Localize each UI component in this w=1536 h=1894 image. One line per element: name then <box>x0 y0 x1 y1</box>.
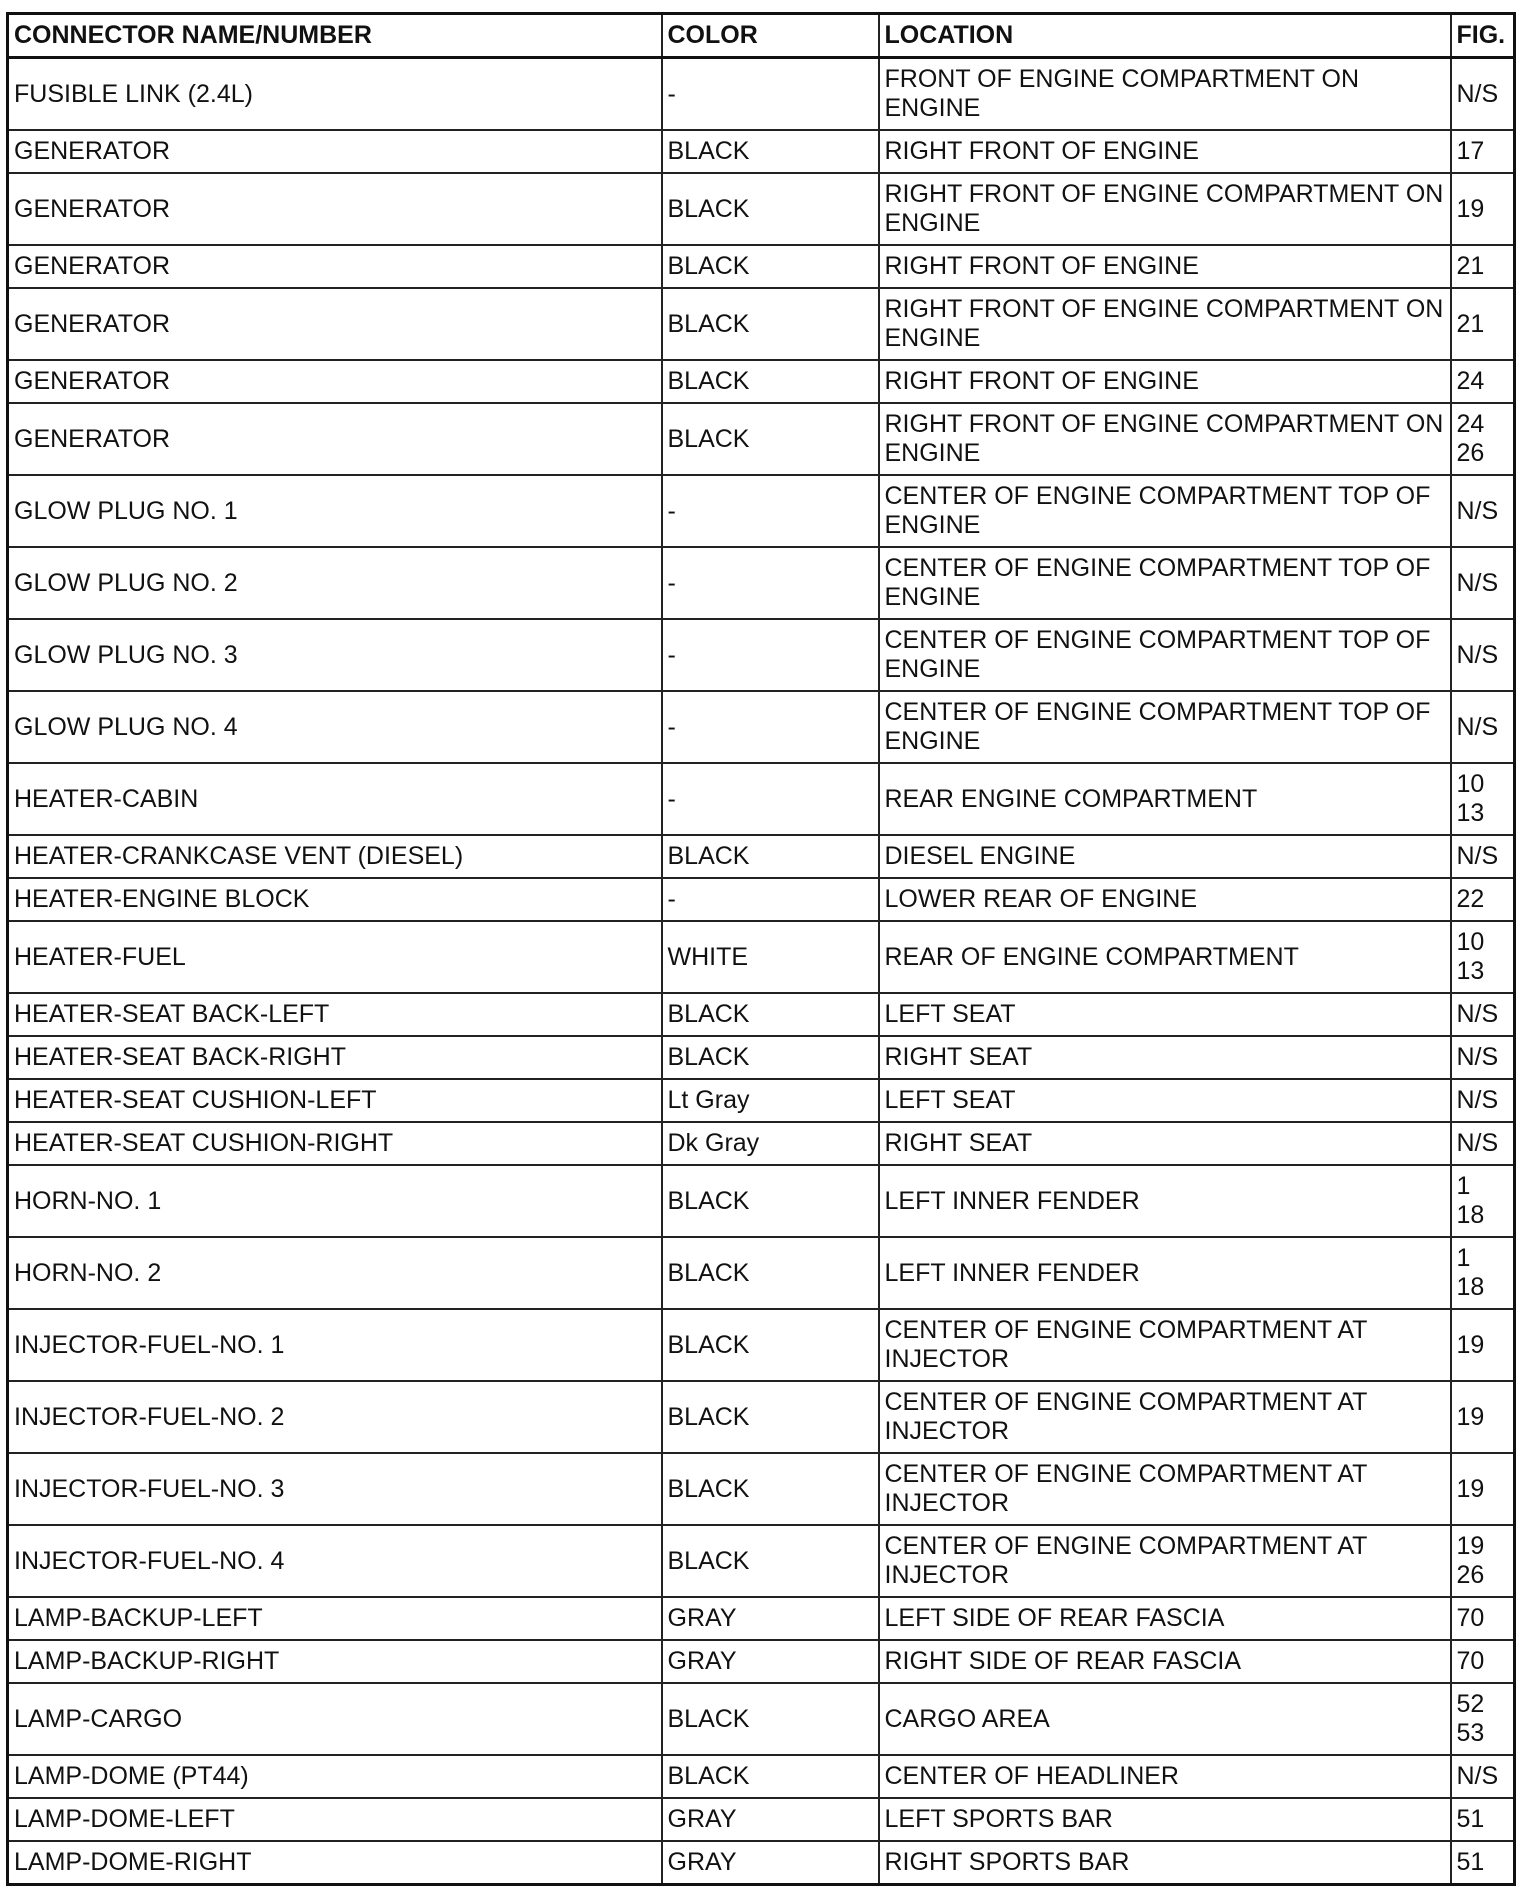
cell-connector-name: LAMP-DOME (PT44) <box>8 1755 662 1798</box>
cell-connector-name: HEATER-SEAT CUSHION-LEFT <box>8 1079 662 1122</box>
cell-connector-name: LAMP-CARGO <box>8 1683 662 1755</box>
cell-fig: 51 <box>1451 1841 1515 1885</box>
cell-location: CENTER OF HEADLINER <box>879 1755 1451 1798</box>
cell-fig: 21 <box>1451 245 1515 288</box>
cell-color: WHITE <box>662 921 879 993</box>
cell-color: GRAY <box>662 1798 879 1841</box>
cell-color: BLACK <box>662 1165 879 1237</box>
cell-fig: 1 18 <box>1451 1237 1515 1309</box>
cell-color: Lt Gray <box>662 1079 879 1122</box>
cell-fig: 70 <box>1451 1597 1515 1640</box>
cell-fig: 10 13 <box>1451 763 1515 835</box>
cell-connector-name: GLOW PLUG NO. 1 <box>8 475 662 547</box>
cell-color: BLACK <box>662 993 879 1036</box>
cell-fig: 51 <box>1451 1798 1515 1841</box>
cell-location: LEFT SPORTS BAR <box>879 1798 1451 1841</box>
table-row <box>8 993 1515 1036</box>
cell-color: - <box>662 763 879 835</box>
cell-location: LEFT INNER FENDER <box>879 1237 1451 1309</box>
cell-color: - <box>662 878 879 921</box>
cell-fig: N/S <box>1451 691 1515 763</box>
cell-connector-name: HORN-NO. 1 <box>8 1165 662 1237</box>
cell-connector-name: GENERATOR <box>8 245 662 288</box>
cell-connector-name: LAMP-BACKUP-RIGHT <box>8 1640 662 1683</box>
cell-fig: N/S <box>1451 1036 1515 1079</box>
cell-location: CENTER OF ENGINE COMPARTMENT TOP OF ENGINE <box>879 691 1451 763</box>
cell-fig: N/S <box>1451 1755 1515 1798</box>
cell-color: BLACK <box>662 288 879 360</box>
cell-color: BLACK <box>662 1381 879 1453</box>
table-row <box>8 1453 1515 1525</box>
cell-location: LOWER REAR OF ENGINE <box>879 878 1451 921</box>
table-row <box>8 130 1515 173</box>
cell-connector-name: GLOW PLUG NO. 2 <box>8 547 662 619</box>
cell-fig: 22 <box>1451 878 1515 921</box>
cell-location: RIGHT FRONT OF ENGINE <box>879 360 1451 403</box>
cell-connector-name: INJECTOR-FUEL-NO. 1 <box>8 1309 662 1381</box>
cell-location: CENTER OF ENGINE COMPARTMENT TOP OF ENGINE <box>879 619 1451 691</box>
table-row <box>8 360 1515 403</box>
cell-connector-name: HEATER-ENGINE BLOCK <box>8 878 662 921</box>
cell-location: LEFT INNER FENDER <box>879 1165 1451 1237</box>
cell-color: Dk Gray <box>662 1122 879 1165</box>
cell-fig: 21 <box>1451 288 1515 360</box>
table-row <box>8 1036 1515 1079</box>
table-row <box>8 1683 1515 1755</box>
cell-location: CENTER OF ENGINE COMPARTMENT AT INJECTOR <box>879 1453 1451 1525</box>
cell-color: BLACK <box>662 835 879 878</box>
cell-color: - <box>662 691 879 763</box>
table-row <box>8 1525 1515 1597</box>
cell-color: - <box>662 547 879 619</box>
cell-location: RIGHT FRONT OF ENGINE <box>879 130 1451 173</box>
cell-location: CENTER OF ENGINE COMPARTMENT TOP OF ENGINE <box>879 547 1451 619</box>
cell-connector-name: GENERATOR <box>8 173 662 245</box>
cell-location: CENTER OF ENGINE COMPARTMENT AT INJECTOR <box>879 1309 1451 1381</box>
cell-color: BLACK <box>662 1755 879 1798</box>
cell-color: BLACK <box>662 1683 879 1755</box>
table-row <box>8 1381 1515 1453</box>
cell-fig: N/S <box>1451 1122 1515 1165</box>
cell-location: RIGHT FRONT OF ENGINE COMPARTMENT ON ENGINE <box>879 288 1451 360</box>
cell-fig: 52 53 <box>1451 1683 1515 1755</box>
cell-connector-name: GENERATOR <box>8 288 662 360</box>
cell-location: FRONT OF ENGINE COMPARTMENT ON ENGINE <box>879 58 1451 131</box>
cell-connector-name: LAMP-DOME-LEFT <box>8 1798 662 1841</box>
table-row <box>8 403 1515 475</box>
cell-connector-name: INJECTOR-FUEL-NO. 4 <box>8 1525 662 1597</box>
cell-location: DIESEL ENGINE <box>879 835 1451 878</box>
table-row <box>8 1798 1515 1841</box>
table-row <box>8 245 1515 288</box>
cell-color: GRAY <box>662 1597 879 1640</box>
cell-color: BLACK <box>662 1309 879 1381</box>
cell-color: GRAY <box>662 1640 879 1683</box>
cell-location: REAR OF ENGINE COMPARTMENT <box>879 921 1451 993</box>
table-row <box>8 835 1515 878</box>
table-row <box>8 58 1515 131</box>
cell-connector-name: FUSIBLE LINK (2.4L) <box>8 58 662 131</box>
cell-color: BLACK <box>662 1453 879 1525</box>
cell-location: RIGHT SPORTS BAR <box>879 1841 1451 1885</box>
cell-connector-name: HEATER-SEAT CUSHION-RIGHT <box>8 1122 662 1165</box>
cell-fig: N/S <box>1451 547 1515 619</box>
cell-fig: 10 13 <box>1451 921 1515 993</box>
cell-connector-name: HORN-NO. 2 <box>8 1237 662 1309</box>
cell-fig: N/S <box>1451 1079 1515 1122</box>
cell-color: BLACK <box>662 1237 879 1309</box>
cell-fig: 1 18 <box>1451 1165 1515 1237</box>
cell-fig: 24 26 <box>1451 403 1515 475</box>
cell-connector-name: GENERATOR <box>8 360 662 403</box>
cell-location: CARGO AREA <box>879 1683 1451 1755</box>
header-fig: FIG. <box>1451 14 1515 58</box>
table-row <box>8 288 1515 360</box>
cell-location: CENTER OF ENGINE COMPARTMENT AT INJECTOR <box>879 1525 1451 1597</box>
cell-connector-name: GLOW PLUG NO. 3 <box>8 619 662 691</box>
table-row <box>8 1640 1515 1683</box>
cell-fig: N/S <box>1451 58 1515 131</box>
cell-connector-name: LAMP-BACKUP-LEFT <box>8 1597 662 1640</box>
table-row <box>8 691 1515 763</box>
cell-fig: 19 26 <box>1451 1525 1515 1597</box>
cell-color: - <box>662 619 879 691</box>
table-row <box>8 763 1515 835</box>
cell-color: - <box>662 58 879 131</box>
cell-connector-name: INJECTOR-FUEL-NO. 3 <box>8 1453 662 1525</box>
cell-connector-name: HEATER-SEAT BACK-RIGHT <box>8 1036 662 1079</box>
header-color: COLOR <box>662 14 879 58</box>
table-row <box>8 878 1515 921</box>
cell-fig: 19 <box>1451 1453 1515 1525</box>
cell-color: BLACK <box>662 245 879 288</box>
cell-connector-name: HEATER-FUEL <box>8 921 662 993</box>
cell-connector-name: INJECTOR-FUEL-NO. 2 <box>8 1381 662 1453</box>
cell-connector-name: HEATER-CABIN <box>8 763 662 835</box>
cell-location: RIGHT SEAT <box>879 1036 1451 1079</box>
header-connector-name: CONNECTOR NAME/NUMBER <box>8 14 662 58</box>
cell-location: RIGHT SEAT <box>879 1122 1451 1165</box>
table-body <box>8 58 1515 1885</box>
header-location: LOCATION <box>879 14 1451 58</box>
cell-connector-name: HEATER-CRANKCASE VENT (DIESEL) <box>8 835 662 878</box>
cell-color: - <box>662 475 879 547</box>
cell-connector-name: GENERATOR <box>8 403 662 475</box>
table-header-row <box>8 14 1515 58</box>
cell-location: RIGHT FRONT OF ENGINE <box>879 245 1451 288</box>
cell-location: RIGHT FRONT OF ENGINE COMPARTMENT ON ENGINE <box>879 173 1451 245</box>
table-row <box>8 1079 1515 1122</box>
cell-location: LEFT SEAT <box>879 1079 1451 1122</box>
table-row <box>8 1841 1515 1885</box>
cell-fig: 19 <box>1451 1381 1515 1453</box>
cell-location: RIGHT SIDE OF REAR FASCIA <box>879 1640 1451 1683</box>
cell-connector-name: GENERATOR <box>8 130 662 173</box>
cell-connector-name: LAMP-DOME-RIGHT <box>8 1841 662 1885</box>
cell-location: REAR ENGINE COMPARTMENT <box>879 763 1451 835</box>
cell-fig: N/S <box>1451 619 1515 691</box>
table-row <box>8 1122 1515 1165</box>
table-row <box>8 1237 1515 1309</box>
table-row <box>8 921 1515 993</box>
cell-fig: N/S <box>1451 475 1515 547</box>
cell-connector-name: HEATER-SEAT BACK-LEFT <box>8 993 662 1036</box>
table-row <box>8 173 1515 245</box>
cell-fig: N/S <box>1451 993 1515 1036</box>
table-row <box>8 475 1515 547</box>
cell-color: BLACK <box>662 130 879 173</box>
cell-fig: 70 <box>1451 1640 1515 1683</box>
cell-location: CENTER OF ENGINE COMPARTMENT TOP OF ENGINE <box>879 475 1451 547</box>
cell-location: RIGHT FRONT OF ENGINE COMPARTMENT ON ENGINE <box>879 403 1451 475</box>
connector-table <box>6 12 1516 1886</box>
cell-color: GRAY <box>662 1841 879 1885</box>
cell-color: BLACK <box>662 403 879 475</box>
table-row <box>8 547 1515 619</box>
cell-color: BLACK <box>662 1525 879 1597</box>
cell-color: BLACK <box>662 173 879 245</box>
table-row <box>8 1597 1515 1640</box>
table-row <box>8 1309 1515 1381</box>
cell-fig: 17 <box>1451 130 1515 173</box>
table-row <box>8 1165 1515 1237</box>
cell-fig: 24 <box>1451 360 1515 403</box>
cell-connector-name: GLOW PLUG NO. 4 <box>8 691 662 763</box>
cell-location: LEFT SIDE OF REAR FASCIA <box>879 1597 1451 1640</box>
table-row <box>8 1755 1515 1798</box>
cell-location: LEFT SEAT <box>879 993 1451 1036</box>
cell-fig: 19 <box>1451 173 1515 245</box>
cell-color: BLACK <box>662 360 879 403</box>
cell-location: CENTER OF ENGINE COMPARTMENT AT INJECTOR <box>879 1381 1451 1453</box>
cell-fig: 19 <box>1451 1309 1515 1381</box>
cell-color: BLACK <box>662 1036 879 1079</box>
cell-fig: N/S <box>1451 835 1515 878</box>
table-row <box>8 619 1515 691</box>
